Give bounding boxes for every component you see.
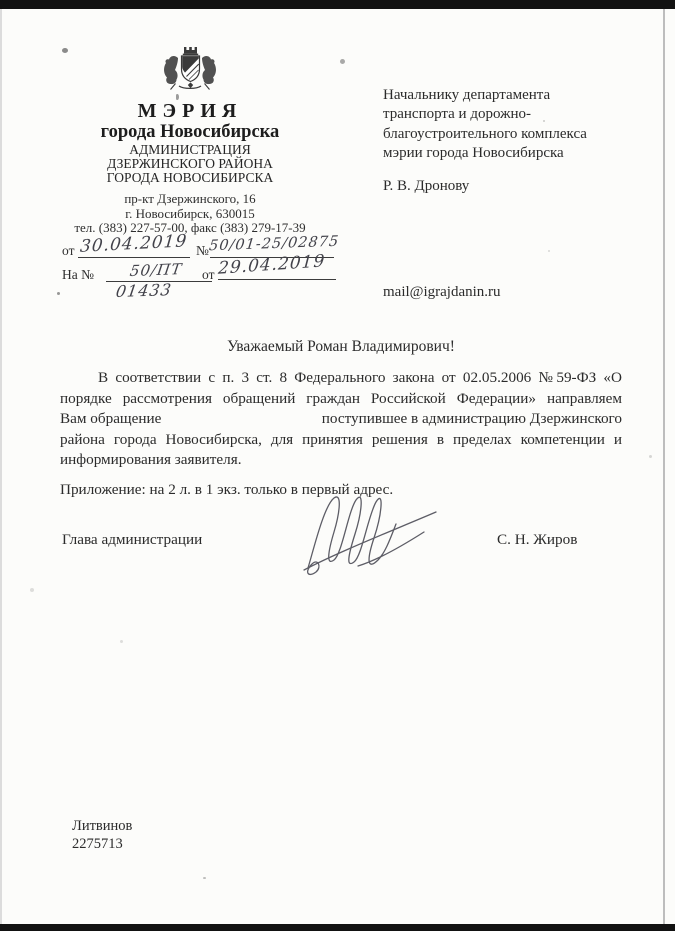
scan-speck bbox=[543, 120, 545, 122]
outgoing-date-label: от bbox=[62, 243, 75, 258]
letterhead bbox=[30, 45, 350, 235]
paragraph-line: В соответствии с п. 3 ст. 8 Федерального закона от 02.05.2006 №59-ФЗ «О bbox=[98, 369, 622, 386]
reply-to-label: На № bbox=[62, 267, 94, 282]
reply-date-handwritten: 29.04.2019 bbox=[217, 251, 326, 279]
reply-number-handwritten-bottom: 01433 bbox=[114, 279, 174, 302]
novosibirsk-coat-of-arms-icon bbox=[160, 45, 220, 93]
org-subtitle: города Новосибирска bbox=[100, 122, 280, 142]
paragraph-line: района города Новосибирска, для принятия решения в пределах компетенции и bbox=[60, 430, 622, 448]
recipient-line: благоустроительного комплекса bbox=[383, 125, 587, 142]
scan-edge-right bbox=[663, 9, 665, 924]
executor-block bbox=[72, 818, 132, 853]
attachment-note: Приложение: на 2 л. в 1 экз. только в первый адрес. bbox=[60, 481, 394, 498]
body-paragraph bbox=[60, 368, 622, 471]
handwritten-signature-icon bbox=[298, 486, 440, 578]
scan-edge-top bbox=[0, 0, 675, 9]
scan-speck bbox=[176, 94, 179, 100]
address-line: тел. (383) 227-57-00, факс (383) 279-17-39 bbox=[74, 219, 306, 235]
org-line: АДМИНИСТРАЦИЯ bbox=[129, 142, 251, 157]
org-line: ДЗЕРЖИНСКОГО РАЙОНА bbox=[107, 155, 273, 171]
paragraph-line-with-gap bbox=[60, 409, 622, 430]
org-title: МЭРИЯ bbox=[137, 100, 243, 122]
scan-edge-bottom bbox=[0, 924, 675, 931]
reply-number-handwritten-top: 50/ПТ bbox=[128, 260, 184, 280]
address-line: пр-кт Дзержинского, 16 bbox=[124, 191, 256, 207]
signer-name: С. Н. Жиров bbox=[497, 531, 578, 548]
outgoing-number-label: № bbox=[196, 243, 209, 258]
paragraph-line-start: Вам обращение bbox=[60, 410, 162, 428]
executor-name: Литвинов bbox=[72, 818, 133, 834]
recipient-email: mail@igrajdanin.ru bbox=[383, 284, 501, 300]
outgoing-date-handwritten: 30.04.2019 bbox=[79, 231, 189, 257]
paragraph-line-end: поступившее в администрацию Дзержинского bbox=[321, 410, 622, 428]
recipient-name: Р. В. Дронову bbox=[383, 177, 470, 194]
recipient-block bbox=[383, 86, 645, 196]
reply-date-label: от bbox=[202, 267, 215, 282]
outgoing-number-handwritten: 50/01-25/02875 bbox=[208, 233, 340, 255]
scan-speck bbox=[30, 588, 34, 592]
paragraph-line: порядке рассмотрения обращений граждан Российской Федерации» направляем bbox=[60, 389, 622, 407]
address-block bbox=[30, 192, 350, 235]
signer-position: Глава администрации bbox=[62, 531, 203, 548]
org-line: ГОРОДА НОВОСИБИРСКА bbox=[106, 169, 274, 185]
paragraph-line: информирования заявителя. bbox=[60, 451, 242, 469]
scan-speck bbox=[120, 640, 123, 643]
executor-phone: 2275713 bbox=[72, 835, 123, 852]
recipient-line: Начальнику департамента bbox=[383, 87, 551, 103]
scan-speck bbox=[649, 455, 652, 458]
scan-speck bbox=[548, 250, 550, 252]
address-line: г. Новосибирск, 630015 bbox=[125, 205, 255, 221]
scan-speck bbox=[203, 877, 206, 879]
scan-speck bbox=[62, 48, 68, 53]
scan-speck bbox=[340, 59, 345, 64]
recipient-line: транспорта и дорожно- bbox=[383, 106, 531, 123]
scan-speck bbox=[57, 292, 60, 295]
scan-edge-left bbox=[0, 9, 2, 924]
recipient-line: мэрии города Новосибирска bbox=[383, 145, 564, 162]
salutation: Уважаемый Роман Владимирович! bbox=[227, 338, 455, 355]
